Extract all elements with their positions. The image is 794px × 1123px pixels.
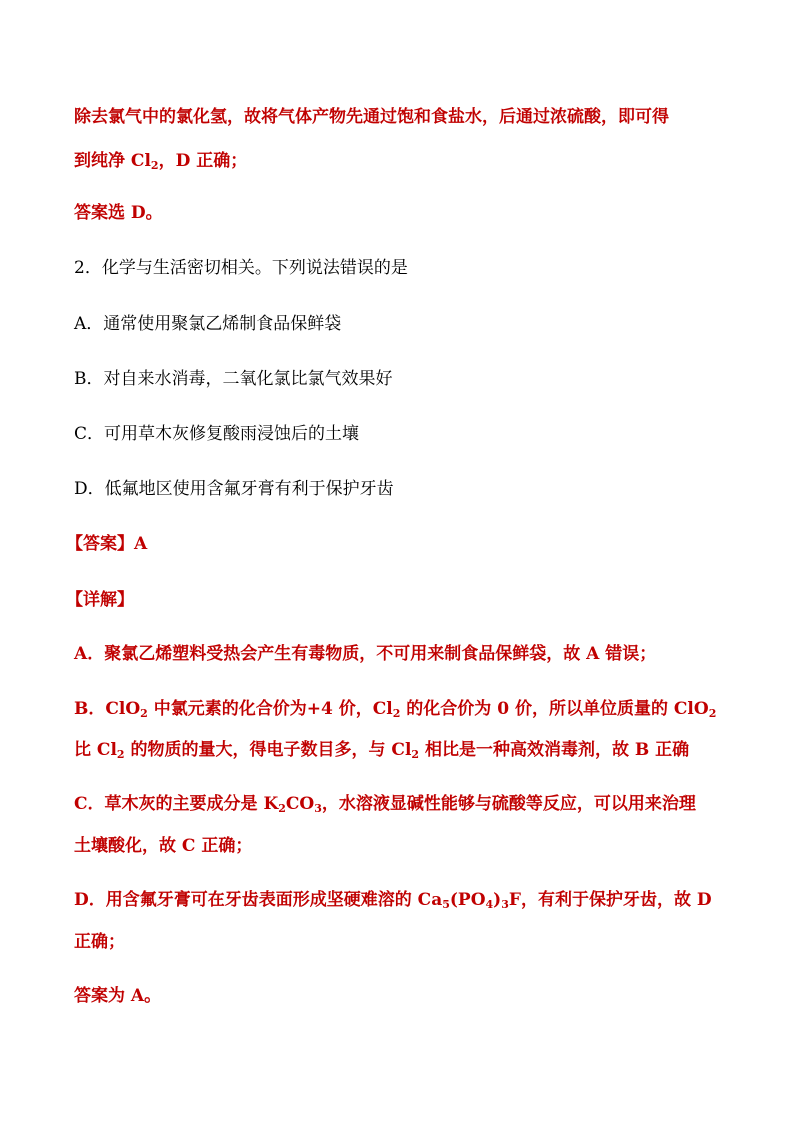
detail-b-line-2: 比 $Cl_2$ 的物质的量大，得电子数目多，与 $Cl_2$ 相比是一种高效消毒剂，故 B 正确	[74, 740, 690, 761]
option-b: B．对自来水消毒，二氧化氯比氯气效果好	[74, 369, 393, 389]
detail-label: 【详解】	[66, 590, 134, 610]
option-c: C．可用草木灰修复酸雨浸蚀后的土壤	[74, 424, 360, 444]
detail-c-line-2: 土壤酸化，故 C 正确；	[74, 836, 253, 856]
detail-a: A．聚氯乙烯塑料受热会产生有毒物质，不可用来制食品保鲜袋，故 A 错误；	[74, 644, 657, 664]
detail-d-line-2: 正确；	[74, 932, 125, 952]
conclusion: 答案为 A。	[74, 986, 162, 1006]
question-stem: 2．化学与生活密切相关。下列说法错误的是	[74, 258, 408, 278]
answer-line	[66, 533, 754, 555]
option-a: A．通常使用聚氯乙烯制食品保鲜袋	[74, 314, 342, 334]
prev-explanation-line-2: 到纯净 $Cl_2$，D 正确；	[74, 151, 248, 172]
detail-c-line-1: C．草木灰的主要成分是 $K_2CO_3$，水溶液显碱性能够与硫酸等反应，可以用来治理	[74, 794, 696, 815]
detail-b-line-1: B．ClO$_2$ 中氯元素的化合价为+4 价，$Cl_2$ 的化合价为 0 价，所以单位质量的 ClO$_2$	[74, 699, 717, 720]
prev-explanation-line-1: 除去氯气中的氯化氢，故将气体产物先通过饱和食盐水，后通过浓硫酸，即可得	[74, 107, 669, 127]
detail-d-line-1: D．用含氟牙膏可在牙齿表面形成坚硬难溶的 $Ca_5(PO_4)_3F$，有利于保护牙齿，故 D	[74, 890, 712, 911]
option-d: D．低氟地区使用含氟牙膏有利于保护牙齿	[74, 479, 394, 499]
answer-value: A	[134, 534, 148, 554]
answer-label: 【答案】	[66, 534, 134, 554]
prev-answer: 答案选 D。	[74, 203, 163, 223]
